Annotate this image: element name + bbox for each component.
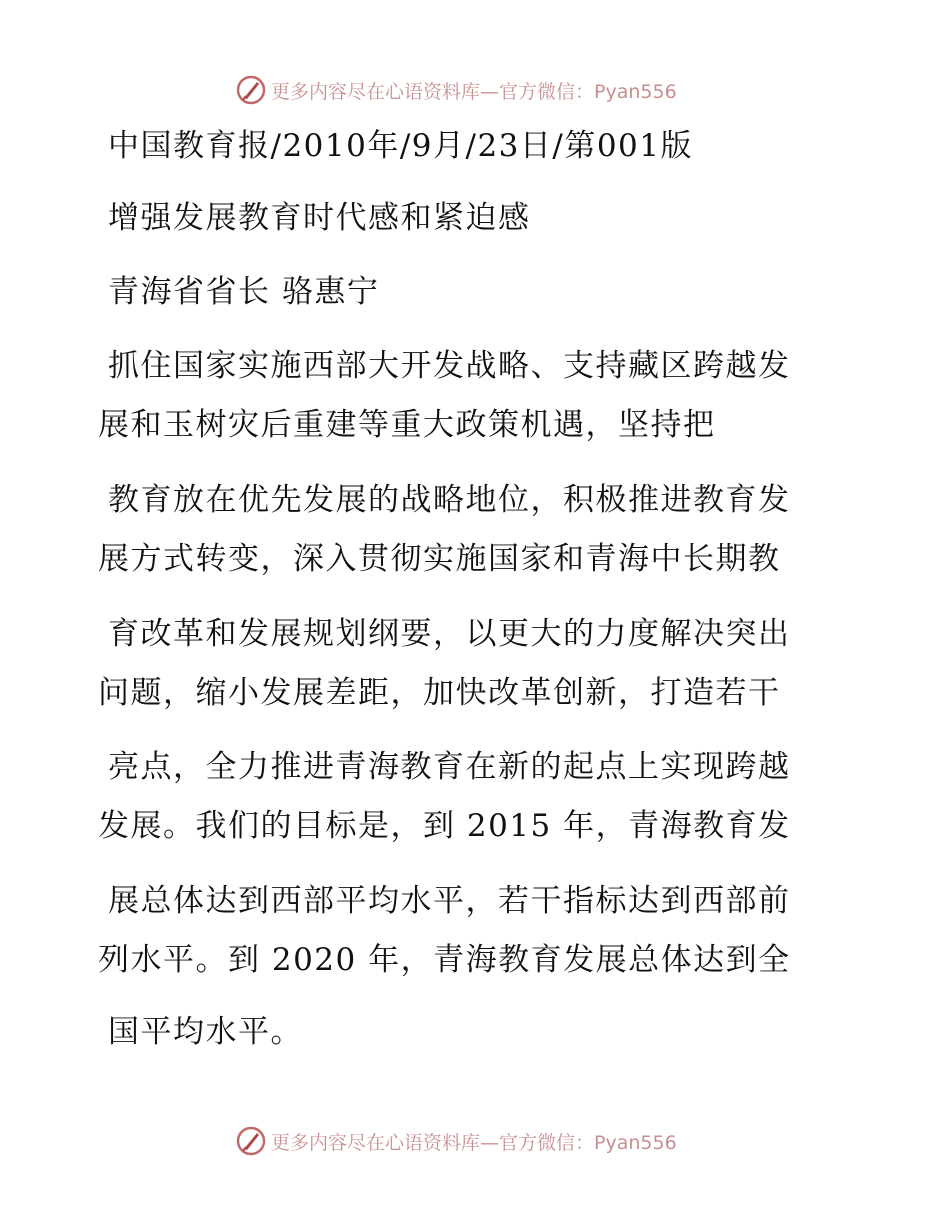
body-line: 亮点，全力推进青海教育在新的起点上实现跨越 — [108, 749, 791, 785]
body-line: 展方式转变，深入贯彻实施国家和青海中长期教 — [98, 541, 781, 577]
body-line: 展总体达到西部平均水平，若干指标达到西部前 — [108, 883, 791, 919]
body-line: 抓住国家实施西部大开发战略、支持藏区跨越发 — [108, 348, 791, 384]
feather-quill-logo — [235, 74, 267, 106]
article-title: 增强发展教育时代感和紧迫感 — [108, 200, 531, 236]
header-banner — [235, 73, 677, 107]
body-line: 展和玉树灾后重建等重大政策机遇，坚持把 — [98, 407, 716, 443]
feather-quill-logo — [235, 1125, 267, 1157]
header-banner-text: 更多内容尽在心语资料库—官方微信：Pyan556 — [271, 80, 677, 103]
author-line: 青海省省长 骆惠宁 — [108, 274, 380, 310]
body-line: 育改革和发展规划纲要，以更大的力度解决突出 — [108, 616, 791, 652]
source-line: 中国教育报/2010年/9月/23日/第001版 — [108, 128, 694, 164]
body-line: 问题，缩小发展差距，加快改革创新，打造若干 — [98, 675, 781, 711]
body-line: 发展。我们的目标是，到 2015 年，青海教育发 — [98, 808, 791, 844]
footer-banner-text: 更多内容尽在心语资料库—官方微信：Pyan556 — [271, 1131, 677, 1154]
footer-banner — [235, 1124, 677, 1158]
body-line: 国平均水平。 — [108, 1014, 303, 1050]
body-line: 教育放在优先发展的战略地位，积极推进教育发 — [108, 482, 791, 518]
body-line: 列水平。到 2020 年，青海教育发展总体达到全 — [98, 942, 791, 978]
